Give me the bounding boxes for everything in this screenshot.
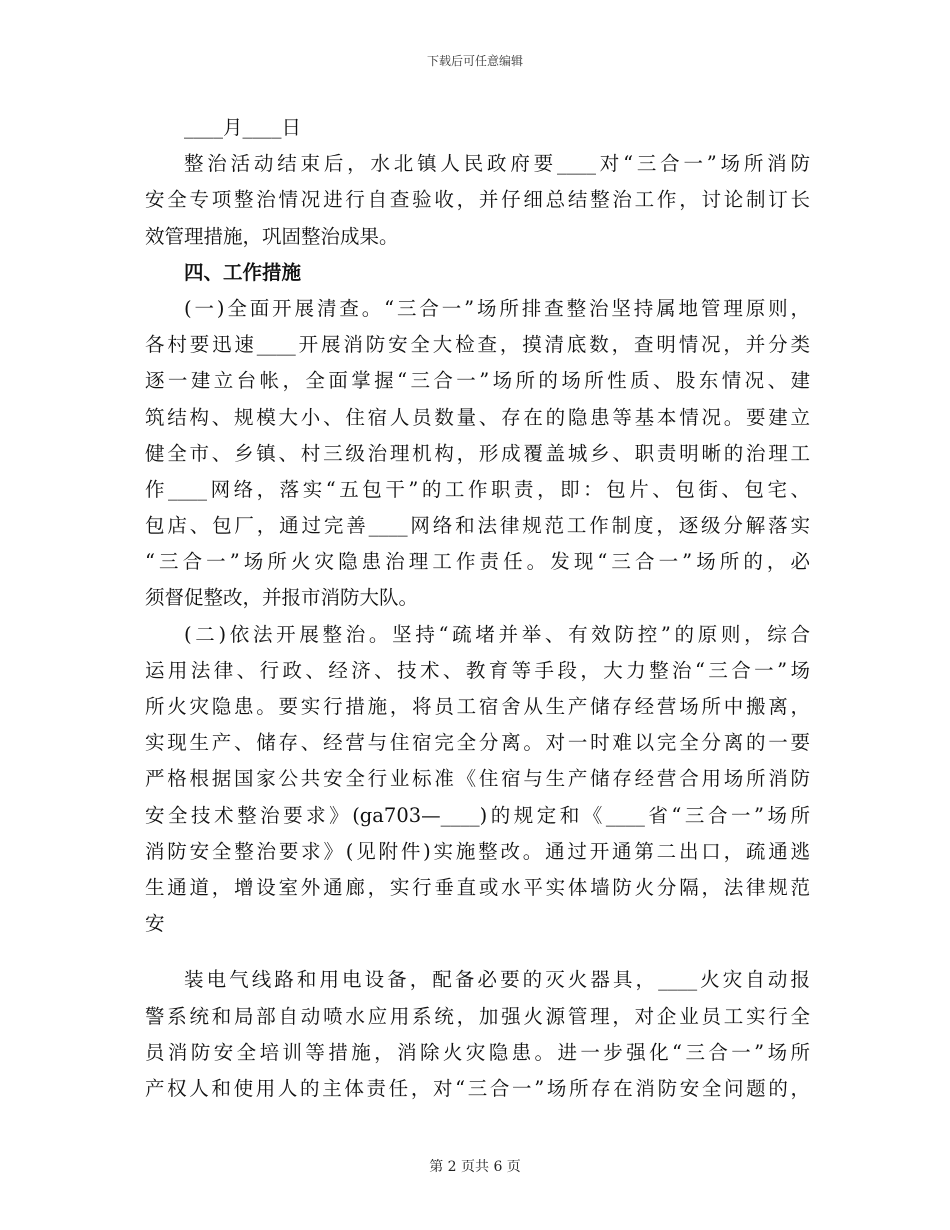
paragraph-line: 生通道，增设室外通廊，实行垂直或水平实体墙防火分隔，法律规范 bbox=[145, 875, 810, 899]
paragraph-line: 严格根据国家公共安全行业标准《住宿与生产储存经营合用场所消防 bbox=[145, 767, 810, 791]
paragraph-line: 消防安全整治要求》(见附件)实施整改。通过开通第二出口，疏通逃 bbox=[145, 839, 810, 863]
paragraph-line: 安 bbox=[145, 912, 165, 936]
paragraph-line: 逐一建立台帐，全面掌握“三合一”场所的场所性质、股东情况、建 bbox=[145, 369, 810, 393]
paragraph-line: 运用法律、行政、经济、技术、教育等手段，大力整治“三合一”场 bbox=[145, 658, 810, 682]
paragraph-line: 装电气线路和用电设备，配备必要的灭火器具，____火灾自动报 bbox=[184, 968, 810, 992]
section-heading: 四、工作措施 bbox=[184, 260, 302, 284]
paragraph-line: 警系统和局部自动喷水应用系统，加强火源管理，对企业员工实行全 bbox=[145, 1004, 810, 1028]
paragraph-line: 效管理措施，巩固整治成果。 bbox=[145, 224, 399, 248]
paragraph-line: 整治活动结束后，水北镇人民政府要____对“三合一”场所消防 bbox=[184, 152, 810, 176]
paragraph-line: 包店、包厂，通过完善____网络和法律规范工作制度，逐级分解落实 bbox=[145, 514, 810, 538]
paragraph-line: (一)全面开展清查。“三合一”场所排查整治坚持属地管理原则， bbox=[184, 296, 810, 320]
paragraph-line: 须督促整改，并报市消防大队。 bbox=[145, 586, 419, 610]
paragraph-line: 筑结构、规模大小、住宿人员数量、存在的隐患等基本情况。要建立 bbox=[145, 405, 810, 429]
document-body bbox=[145, 110, 810, 1107]
paragraph-line: 健全市、乡镇、村三级治理机构，形成覆盖城乡、职责明晰的治理工 bbox=[145, 441, 810, 465]
paragraph-line: “三合一”场所火灾隐患治理工作责任。发现“三合一”场所的，必 bbox=[145, 550, 810, 574]
paragraph-line: 安全专项整治情况进行自查验收，并仔细总结整治工作，讨论制订长 bbox=[145, 188, 810, 212]
paragraph-line: 作____网络，落实“五包干”的工作职责，即：包片、包街、包宅、 bbox=[145, 477, 810, 501]
paragraph-line: 各村要迅速____开展消防安全大检查，摸清底数，查明情况，并分类 bbox=[145, 333, 810, 357]
paragraph-gap bbox=[145, 942, 810, 962]
date-line: ____月____日 bbox=[184, 116, 302, 139]
paragraph-line: 所火灾隐患。要实行措施，将员工宿舍从生产储存经营场所中搬离， bbox=[145, 695, 810, 718]
paragraph-line: (二)依法开展整治。坚持“疏堵并举、有效防控”的原则，综合 bbox=[184, 622, 810, 646]
paragraph-line: 实现生产、储存、经营与住宿完全分离。对一时难以完全分离的一要 bbox=[145, 731, 810, 755]
paragraph-line: 安全技术整治要求》(ga703—____)的规定和《____省“三合一”场所 bbox=[145, 803, 810, 827]
paragraph-line: 产权人和使用人的主体责任，对“三合一”场所存在消防安全问题的， bbox=[145, 1076, 810, 1100]
page-header: 下载后可任意编辑 bbox=[426, 54, 523, 68]
page-footer: 第 2 页共 6 页 bbox=[429, 1159, 521, 1175]
paragraph-line: 员消防安全培训等措施，消除火灾隐患。进一步强化“三合一”场所 bbox=[145, 1040, 810, 1064]
